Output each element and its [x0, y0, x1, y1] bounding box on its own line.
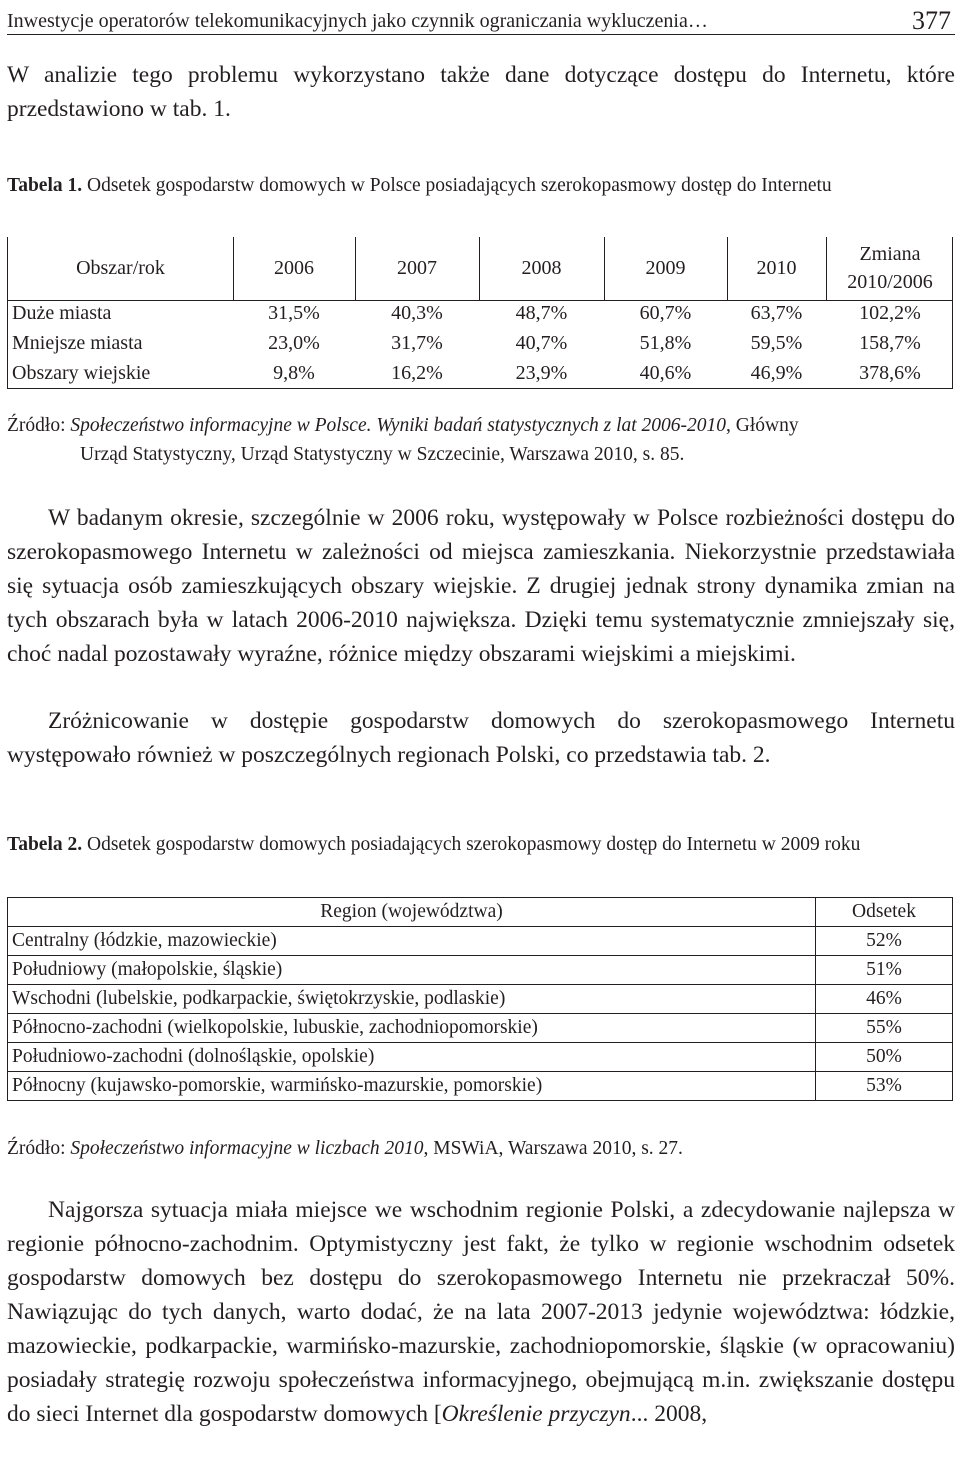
table-row — [8, 927, 953, 956]
table1-cell: 63,7% — [750, 302, 803, 324]
table2-region-cell: Południowy (małopolskie, śląskie) — [8, 956, 816, 985]
table1-header-cell: 2007 — [397, 257, 437, 279]
table1-header-cell: 2010 — [756, 257, 797, 279]
source-publisher: , MSWiA, Warszawa 2010, s. 27. — [423, 1138, 683, 1159]
table2-region-cell: Wschodni (lubelskie, podkarpackie, świętokrzyskie, podlaskie) — [8, 985, 816, 1014]
table1-row-label: Duże miasta — [12, 302, 112, 324]
running-header — [7, 4, 955, 35]
page-number: 377 — [912, 6, 951, 35]
table2-region-cell: Północny (kujawsko-pomorskie, warmińsko-mazurskie, pomorskie) — [8, 1072, 816, 1101]
paragraph-1-text: W badanym okresie, szczególnie w 2006 roku, występowały w Polsce rozbieżności dostępu do szerokopasmowego Internetu w zależności od miejsca zamieszkania. Niekorzystnie przedstawiała się sytuacja osób zamieszkujących obszary wiejskie. Z drugiej jednak strony dynamika zmian na tych obszarach była w latach 2006-2010 największa. Dzięki temu systematycznie zmniejszały się, choć nadal pozostawały wyraźne, różnice między obszarami wiejskimi a miejskimi. — [7, 505, 955, 667]
table2-region-cell: Centralny (łódzkie, mazowieckie) — [8, 927, 816, 956]
table1-caption-text: Odsetek gospodarstw domowych w Polsce posiadających szerokopasmowy dostęp do Internetu — [87, 175, 832, 196]
table2-caption — [7, 831, 955, 859]
table1-cell: 158,7% — [859, 332, 921, 354]
table-row — [8, 956, 953, 985]
table2-value-cell: 53% — [816, 1072, 953, 1101]
table2-value-cell: 55% — [816, 1014, 953, 1043]
table1-cell: 102,2% — [859, 302, 921, 324]
paragraph-3-text: Najgorsza sytuacja miała miejsce we wschodnim regionie Polski, a zdecydowanie najlepsza w regionie północno-zachodnim. Optymistyczny jest fakt, że tylko w regionie wschodnim odsetek gospodarstw domowych bez dostępu do szerokopasmowego Internetu nie przekraczał 50%. Nawiązując do tych danych, warto dodać, że na lata 2007-2013 jedynie województwa: łódzkie, mazowieckie, podkarpackie, warmińsko-mazurskie, zachodniopomorskie, śląskie (w opracowaniu) posiadały strategię rozwoju społeczeństwa informacyjnego, obejmującą m.in. zwiększanie dostępu do sieci Internet dla gospodarstw domowych [ — [7, 1197, 955, 1427]
source-title: Społeczeństwo informacyjne w liczbach 2010 — [70, 1138, 424, 1159]
table1-cell: 40,3% — [391, 302, 443, 324]
table2-value-cell: 46% — [816, 985, 953, 1014]
table1-label: Tabela 1. — [7, 175, 83, 196]
table1-cell: 51,8% — [639, 332, 692, 354]
table2-source — [7, 1134, 955, 1163]
table1 — [7, 237, 953, 389]
table1-row-label: Mniejsze miasta — [12, 332, 143, 354]
table1-header-cell: Zmiana — [859, 243, 921, 265]
table1-cell: 23,9% — [515, 362, 568, 384]
table1-cell: 378,6% — [859, 362, 921, 384]
table1-cell: 40,7% — [515, 332, 568, 354]
table1-cell: 23,0% — [268, 332, 320, 354]
source-line-2: Urząd Statystyczny, Urząd Statystyczny w Szczecinie, Warszawa 2010, s. 85. — [80, 444, 685, 465]
table1-cell: 16,2% — [391, 362, 443, 384]
table2-caption-text: Odsetek gospodarstw domowych posiadających szerokopasmowy dostęp do Internetu w 2009 roku — [87, 834, 861, 855]
table1-caption — [7, 172, 955, 200]
table1-cell: 46,9% — [750, 362, 803, 384]
table-row — [8, 985, 953, 1014]
paragraph-3-tail: ... 2008, — [630, 1401, 708, 1427]
source-label: Źródło: — [7, 415, 66, 436]
paragraph-3 — [7, 1193, 955, 1431]
running-title: Inwestycje operatorów telekomunikacyjnych jako czynnik ograniczania wykluczenia… — [7, 10, 708, 32]
table2-value-cell: 51% — [816, 956, 953, 985]
table-row — [8, 1072, 953, 1101]
table1-cell: 40,6% — [639, 362, 692, 384]
intro-paragraph — [7, 58, 955, 126]
table1-cell: 9,8% — [273, 362, 315, 384]
table2-label: Tabela 2. — [7, 834, 83, 855]
table2-header-cell: Odsetek — [816, 898, 953, 927]
source-publisher: , Główny — [726, 415, 799, 436]
table2-value-cell: 50% — [816, 1043, 953, 1072]
source-title: Społeczeństwo informacyjne w Polsce. Wyniki badań statystycznych z lat 2006-2010 — [70, 415, 727, 436]
source-label: Źródło: — [7, 1138, 66, 1159]
table1-header-cell: 2010/2006 — [847, 271, 933, 293]
table1-row-label: Obszary wiejskie — [12, 362, 151, 384]
table2-header-cell: Region (województwa) — [8, 898, 816, 927]
table1-header-cell: Obszar/rok — [76, 257, 165, 279]
table-row — [8, 1043, 953, 1072]
table1-header-cell: 2008 — [521, 257, 562, 279]
table1-cell: 59,5% — [750, 332, 803, 354]
paragraph-2-text: Zróżnicowanie w dostępie gospodarstw domowych do szerokopasmowego Internetu występowało również w poszczególnych regionach Polski, co przedstawia tab. 2. — [7, 708, 955, 768]
table-row — [8, 1014, 953, 1043]
table1-cell: 31,5% — [268, 302, 320, 324]
table1-cell: 48,7% — [515, 302, 568, 324]
table2 — [7, 897, 953, 1101]
table2-value-cell: 52% — [816, 927, 953, 956]
table1-source — [7, 411, 955, 469]
paragraph-3-citation: Określenie przyczyn — [441, 1401, 631, 1427]
table2-header-row — [8, 898, 953, 927]
table1-header-cell: 2009 — [645, 257, 686, 279]
table2-region-cell: Południowo-zachodni (dolnośląskie, opolskie) — [8, 1043, 816, 1072]
table1-cell: 31,7% — [391, 332, 443, 354]
paragraph-2 — [7, 704, 955, 772]
table1-cell: 60,7% — [639, 302, 692, 324]
table2-region-cell: Północno-zachodni (wielkopolskie, lubuskie, zachodniopomorskie) — [8, 1014, 816, 1043]
intro-text: W analizie tego problemu wykorzystano także dane dotyczące dostępu do Internetu, które przedstawiono w tab. 1. — [7, 62, 955, 122]
table1-header-cell: 2006 — [274, 257, 314, 279]
paragraph-1 — [7, 501, 955, 671]
